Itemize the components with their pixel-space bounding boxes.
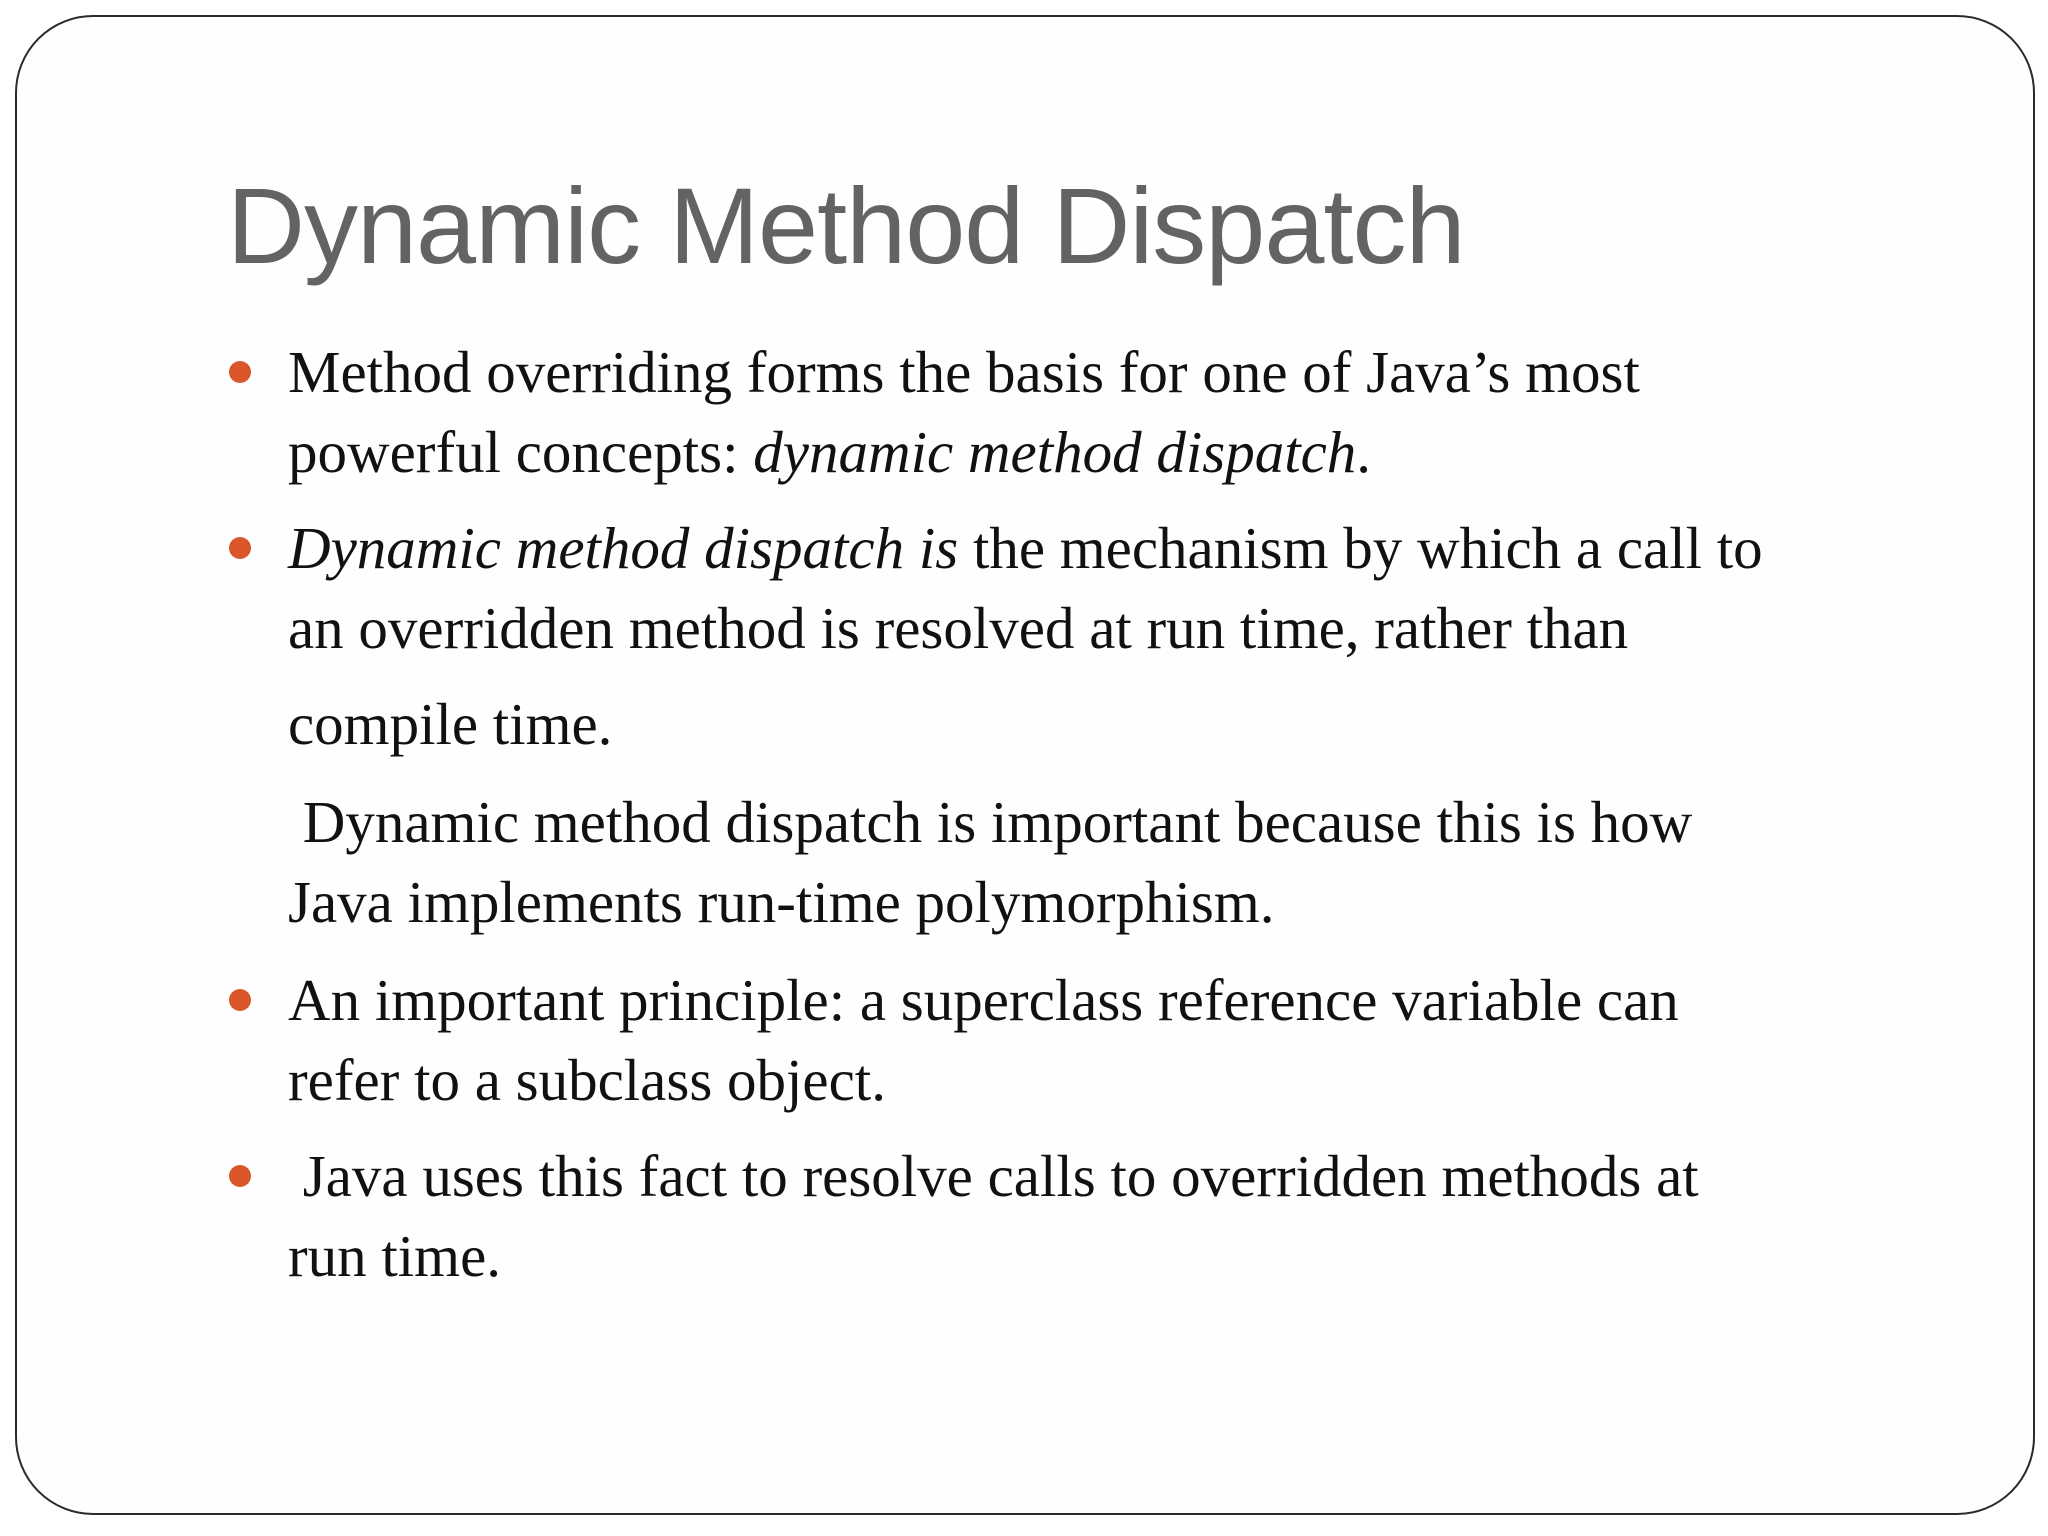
paragraph-4 [288, 960, 1888, 1120]
paragraph-1-line-2 [288, 419, 1371, 485]
paragraph-2 [288, 508, 1888, 764]
paragraph-5-line-1: Java uses this fact to resolve calls to overridden methods at [288, 1143, 1699, 1209]
text-plain: the mechanism by which a call to [958, 515, 1763, 581]
paragraph-1-line-1: Method overriding forms the basis for one of Java’s most [288, 339, 1640, 405]
paragraph-1 [288, 332, 1888, 492]
paragraph-4-line-2: refer to a subclass object. [288, 1047, 886, 1113]
paragraph-2-line-3: compile time. [288, 691, 613, 757]
text-end: . [1356, 419, 1372, 485]
paragraph-2-line-2: an overridden method is resolved at run time, rather than [288, 595, 1629, 661]
paragraph-5-line-2: run time. [288, 1223, 502, 1289]
paragraph-3 [288, 782, 1888, 942]
paragraph-5 [288, 1136, 1888, 1296]
paragraph-4-line-1: An important principle: a superclass reference variable can [288, 967, 1679, 1033]
italic-term: dynamic method dispatch [753, 419, 1357, 485]
paragraph-3-line-1: Dynamic method dispatch is important because this is how [288, 789, 1693, 855]
bullet-dot [229, 1165, 251, 1187]
paragraph-2-line-1 [288, 515, 1763, 581]
bullet-dot [229, 361, 251, 383]
bullet-dot [229, 989, 251, 1011]
text-plain: powerful concepts: [288, 419, 754, 485]
italic-term: Dynamic method dispatch is [288, 515, 959, 581]
slide-title: Dynamic Method Dispatch [227, 165, 1465, 286]
paragraph-3-line-2: Java implements run-time polymorphism. [288, 869, 1275, 935]
bullet-dot [229, 537, 251, 559]
